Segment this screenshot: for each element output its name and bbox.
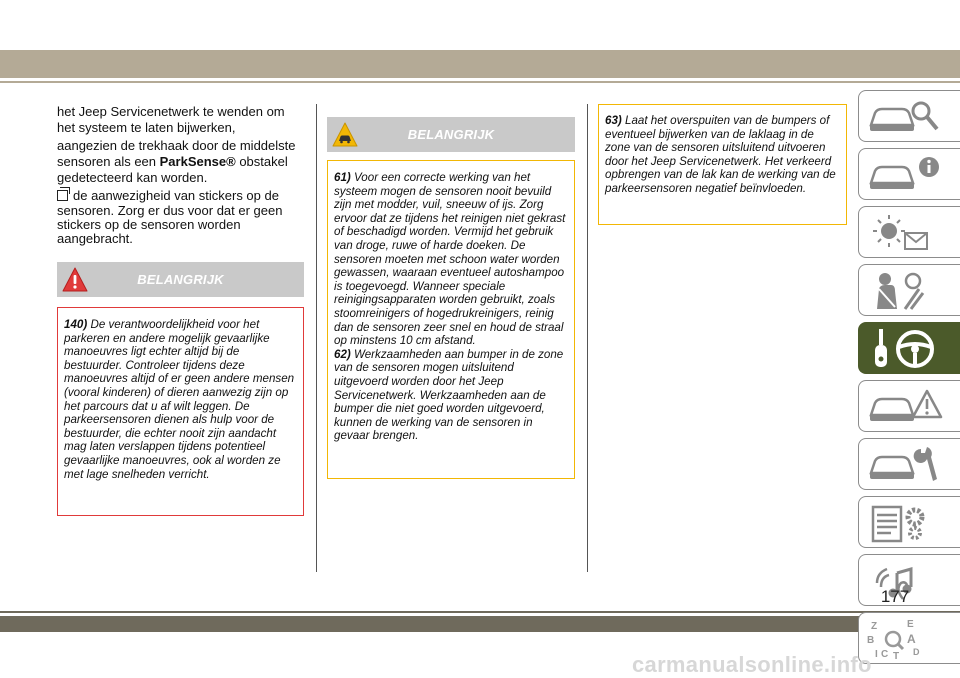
column-1-text bbox=[57, 104, 307, 246]
warning-heading: BELANGRIJK bbox=[137, 272, 224, 287]
warning-text: Laat het overspuiten van de bumpers of eventueel bijwerken van de laklaag in de zone van de sensoren uitsluitend uitvoeren door het Jeep Servicenetwerk. Het verkeerd opbrengen van de lak kan de werking van de parkeersensoren negatief beïnvloeden. bbox=[605, 114, 836, 195]
warning-header-2 bbox=[327, 117, 575, 152]
warning-number: 140) bbox=[64, 318, 88, 331]
tab-car-wrench[interactable] bbox=[858, 438, 960, 490]
seatbelt-airbag-icon bbox=[867, 269, 947, 313]
tab-seatbelt-airbag[interactable] bbox=[858, 264, 960, 316]
column-divider-1 bbox=[316, 104, 317, 572]
tab-car-search[interactable] bbox=[858, 90, 960, 142]
body-line: het systeem te laten bijwerken, bbox=[57, 120, 236, 135]
specs-gear-icon bbox=[867, 501, 947, 545]
brand-parksense: ParkSense® bbox=[159, 154, 236, 169]
warning-box-61-62 bbox=[327, 160, 575, 479]
checkbox-bullet-icon bbox=[57, 190, 68, 201]
warning-text: De verantwoordelijkheid voor het parkeren en andere mogelijk gevaarlijke manoeuvres ligt echter altijd bij de bestuurder. Controleer tijdens deze manoeuvres altijd of er geen andere mensen (vooral kinderen) of dieren aanwezig zijn op het parcours dat u af wilt leggen. De parkeersensoren dienen als hulp voor de bestuurder, die echter nooit zijn aandacht mag laten verslappen tijdens potentieel gevaarlijke manoeuvres, ook al worden ze met lage snelheden verricht. bbox=[64, 318, 295, 481]
top-band bbox=[0, 50, 960, 78]
svg-text:D: D bbox=[913, 647, 920, 657]
tab-steering-key[interactable] bbox=[858, 322, 960, 374]
body-line: aangebracht. bbox=[57, 231, 133, 246]
tab-dashboard-lights[interactable] bbox=[858, 206, 960, 258]
warning-number: 63) bbox=[605, 114, 622, 127]
warning-text: Werkzaamheden aan bumper in de zone van de sensoren mogen uitsluitend uitgevoerd worden door het Jeep Servicenetwerk. Werkzaamheden aan de bumper die niet goed worden uitgevoerd, kunnen de werking van de sensoren in gevaar brengen. bbox=[334, 347, 564, 443]
tab-specs[interactable] bbox=[858, 496, 960, 548]
column-divider-2 bbox=[587, 104, 588, 572]
warning-text: Voor een correcte werking van het systeem mogen de sensoren nooit bevuild zijn met modder, vuil, sneeuw of ijs. Zorg ervoor dat ze tijdens het reinigen niet gekrast of beschadigd worden. Vermijd het gebruik van droge, ruwe of harde doeken. De sensoren moeten met schoon water worden gewassen, waaraan eventueel autoshampoo is toegevoegd. Wanneer speciale reinigingsapparaten worden gebruikt, zoals stoomreinigers of hogedrukreinigers, reinig dan de sensoren zeer snel en houd de straal op minstens 10 cm afstand. bbox=[334, 171, 566, 348]
svg-text:I: I bbox=[875, 649, 878, 660]
svg-text:C: C bbox=[881, 649, 889, 660]
top-rule bbox=[0, 81, 960, 83]
index-letters-icon bbox=[867, 617, 947, 661]
body-line: sensoren als een ParkSense® obstakel bbox=[57, 154, 288, 169]
page-number: 177 bbox=[880, 587, 910, 606]
warning-box-63 bbox=[598, 104, 847, 225]
watermark-text: carmanualsonline.info bbox=[632, 652, 872, 677]
svg-text:B: B bbox=[867, 635, 875, 646]
svg-text:Z: Z bbox=[871, 621, 878, 632]
car-warning-icon bbox=[867, 385, 947, 429]
bottom-rule bbox=[0, 611, 960, 613]
tab-index[interactable] bbox=[858, 612, 960, 664]
car-search-icon bbox=[867, 95, 947, 139]
tab-car-info[interactable] bbox=[858, 148, 960, 200]
tab-car-warning[interactable] bbox=[858, 380, 960, 432]
warning-heading: BELANGRIJK bbox=[407, 127, 495, 142]
svg-text:E: E bbox=[907, 619, 914, 630]
body-line: stickers op de sensoren worden bbox=[57, 217, 241, 232]
svg-text:T: T bbox=[893, 651, 900, 661]
warning-header-1 bbox=[57, 262, 304, 297]
svg-text:A: A bbox=[907, 632, 916, 646]
body-line: sensoren. Zorg er dus voor dat er geen bbox=[57, 203, 283, 218]
body-line: aangezien de trekhaak door de middelste bbox=[57, 138, 296, 153]
warning-box-140 bbox=[57, 307, 304, 516]
dashboard-lights-icon bbox=[867, 211, 947, 255]
car-wrench-icon bbox=[867, 443, 947, 487]
warning-number: 61) bbox=[334, 171, 351, 184]
bullet-item: de aanwezigheid van stickers op de bbox=[57, 188, 307, 204]
car-info-icon bbox=[867, 153, 947, 197]
body-line: het Jeep Servicenetwerk te wenden om bbox=[57, 104, 285, 119]
warning-number: 62) bbox=[334, 347, 351, 361]
steering-key-icon bbox=[867, 327, 947, 371]
bottom-band bbox=[0, 616, 960, 632]
body-line: gedetecteerd kan worden. bbox=[57, 170, 208, 185]
